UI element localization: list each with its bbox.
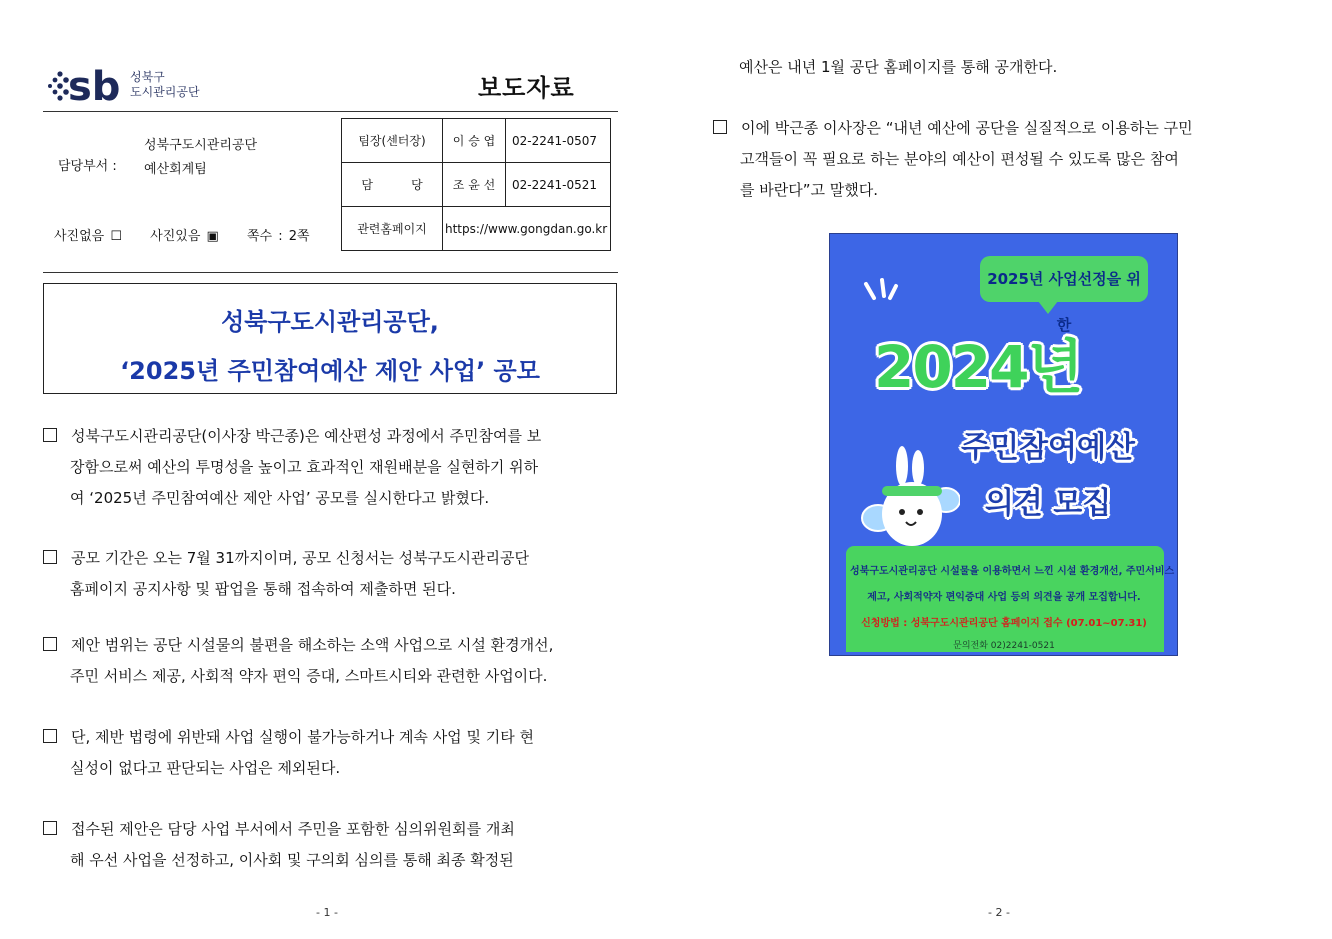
- paragraph-text: 공모 기간은 오는 7월 31까지이며, 공모 신청서는 성북구도시관리공단: [71, 549, 530, 567]
- dept-name-org: 성북구도시관리공단: [144, 138, 258, 153]
- photo-none: 사진없음 ☐: [54, 229, 123, 244]
- checkbox-bullet-icon: [713, 120, 727, 134]
- recruitment-poster: [829, 233, 1178, 656]
- page-count: 쪽수 : 2쪽: [246, 229, 310, 244]
- page-number-1: - 1 -: [316, 906, 338, 919]
- logo-line-1: 성북구: [130, 70, 165, 84]
- contact-role: 담 당: [342, 163, 443, 207]
- dept-name: [144, 134, 257, 182]
- headline-line-2: ‘2025년 주민참여예산 제안 사업’ 공모: [120, 357, 540, 385]
- paragraph-text: 이에 박근종 이사장은 “내년 예산에 공단을 실질적으로 이용하는 구민: [741, 119, 1193, 137]
- photo-info-row: [54, 225, 332, 244]
- checkbox-bullet-icon: [43, 821, 57, 835]
- headline-box: [43, 283, 617, 394]
- contact-name: 조 윤 선: [443, 163, 506, 207]
- paragraph-text: 여 ‘2025년 주민참여예산 제안 사업’ 공모를 실시한다고 밝혔다.: [70, 489, 490, 507]
- paragraph-text: 성북구도시관리공단(이사장 박근종)은 예산편성 과정에서 주민참여를 보: [71, 427, 542, 445]
- quote-paragraph: [713, 113, 1293, 206]
- paragraph-3: [43, 630, 621, 692]
- poster-subtitle-2: 의견 모집: [984, 486, 1112, 521]
- paragraph-text: 제안 범위는 공단 시설물의 불편을 해소하는 소액 사업으로 시설 환경개선,: [71, 636, 554, 654]
- checkbox-bullet-icon: [43, 550, 57, 564]
- paragraph-2: [43, 543, 621, 605]
- contact-row: [342, 163, 611, 207]
- photo-yes: 사진있음 ▣: [150, 229, 219, 244]
- poster-subtitle-1: 주민참여예산: [961, 430, 1135, 465]
- contact-row: [342, 119, 611, 163]
- paragraph-text: 를 바란다”고 말했다.: [740, 181, 878, 199]
- headline-line-1: 성북구도시관리공단,: [221, 308, 439, 336]
- logo-text: [130, 70, 200, 100]
- paragraph-text: 주민 서비스 제공, 사회적 약자 편익 증대, 스마트시티와 관련한 사업이다.: [70, 667, 548, 685]
- contact-role: 팀장(센터장): [342, 119, 443, 163]
- contact-phone: 02-2241-0521: [506, 163, 611, 207]
- paragraph-text: 단, 제반 법령에 위반돼 사업 실행이 불가능하거나 계속 사업 및 기타 현: [71, 728, 534, 746]
- paragraph-1: [43, 421, 621, 514]
- paragraph-text: 홈페이지 공지사항 및 팝업을 통해 접속하여 제출하면 된다.: [70, 580, 456, 598]
- poster-bubble: 2025년 사업선정을 위한: [980, 256, 1148, 302]
- poster-apply-method: 신청방법 : 성북구도시관리공단 홈페이지 접수 (07.01~07.31): [861, 618, 1147, 629]
- poster-year: 2024년: [874, 333, 1082, 401]
- poster-info-line-1: 성북구도시관리공단 시설물을 이용하면서 느낀 시설 환경개선, 주민서비스: [850, 566, 1175, 577]
- sparkle-icon: [860, 278, 900, 308]
- contact-row: [342, 207, 611, 251]
- checkbox-bullet-icon: [43, 729, 57, 743]
- poster-info-line-2: 제고, 사회적약자 편익증대 사업 등의 의견을 공개 모집합니다.: [867, 592, 1141, 603]
- paragraph-text: 접수된 제안은 담당 사업 부서에서 주민을 포함한 심의위원회를 개최: [71, 820, 515, 838]
- contact-name: 이 승 엽: [443, 119, 506, 163]
- paragraph-5: [43, 814, 621, 876]
- paragraph-text: 해 우선 사업을 선정하고, 이사회 및 구의회 심의를 통해 최종 확정된: [70, 851, 514, 869]
- header-divider: [43, 111, 618, 112]
- page-number-2: - 2 -: [988, 906, 1010, 919]
- homepage-label: 관련홈페이지: [342, 207, 443, 251]
- press-release-title: 보도자료: [478, 74, 575, 102]
- dept-name-team: 예산회계팀: [144, 162, 207, 177]
- paragraph-text: 실성이 없다고 판단되는 사업은 제외된다.: [70, 759, 341, 777]
- logo-line-2: 도시관리공단: [130, 85, 200, 99]
- dept-label: 담당부서 :: [58, 159, 117, 174]
- homepage-link[interactable]: https://www.gongdan.go.kr: [443, 207, 611, 251]
- checkbox-bullet-icon: [43, 637, 57, 651]
- checkbox-bullet-icon: [43, 428, 57, 442]
- continued-line: 예산은 내년 1월 공단 홈페이지를 통해 공개한다.: [739, 58, 1058, 76]
- poster-phone: 문의전화 02)2241-0521: [953, 641, 1055, 651]
- paragraph-text: 고객들이 꼭 필요로 하는 분야의 예산이 편성될 수 있도록 많은 참여: [740, 150, 1179, 168]
- svg-text:sb: sb: [68, 64, 121, 108]
- paragraph-text: 장함으로써 예산의 투명성을 높이고 효과적인 재원배분을 실현하기 위하: [70, 458, 539, 476]
- logo-mark: [44, 60, 128, 108]
- contact-phone: 02-2241-0507: [506, 119, 611, 163]
- info-divider: [43, 272, 618, 273]
- rabbit-mascot-icon: [860, 444, 960, 554]
- contact-table: [341, 118, 611, 251]
- paragraph-4: [43, 722, 621, 784]
